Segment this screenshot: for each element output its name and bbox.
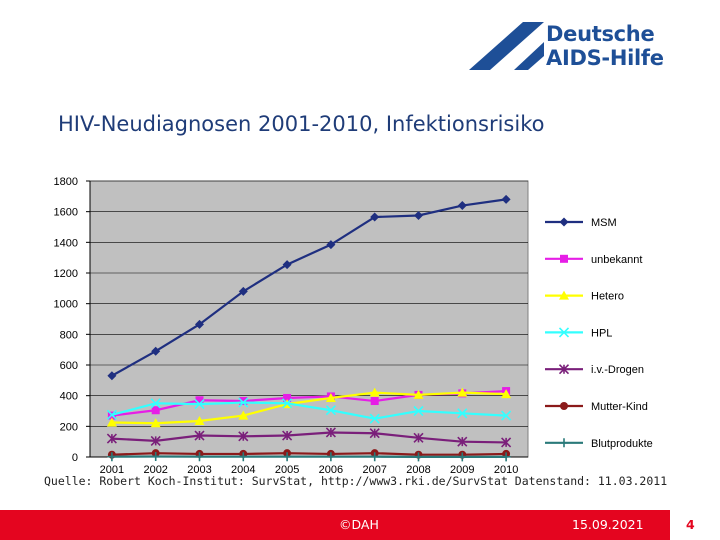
legend-label-blutprodukte: Blutprodukte (591, 437, 653, 450)
footer-bar (0, 510, 670, 540)
legend-label-unbekannt: unbekannt (591, 253, 643, 266)
x-tick-label: 2006 (318, 464, 344, 476)
page-title: HIV-Neudiagnosen 2001-2010, Infektionsrisiko (58, 112, 545, 136)
data-point-unbekannt (371, 397, 379, 405)
y-tick-label: 1200 (53, 268, 78, 280)
line-chart (40, 168, 680, 480)
x-tick-label: 2005 (274, 464, 300, 476)
y-tick-label: 1400 (53, 237, 78, 250)
page-number: 4 (686, 517, 695, 532)
y-tick-label: 800 (59, 329, 78, 342)
data-point-unbekannt (239, 397, 247, 405)
footer-date: 15.09.2021 (572, 517, 644, 532)
legend-label-hpl: HPL (591, 327, 613, 340)
legend-label-hetero: Hetero (591, 290, 625, 303)
footer-copyright: ©DAH (339, 517, 379, 532)
y-tick-label: 400 (59, 390, 78, 403)
legend-marker-msm (560, 218, 569, 227)
y-tick-label: 1000 (53, 298, 78, 311)
x-tick-label: 2002 (143, 464, 168, 476)
logo-mark-icon (466, 22, 544, 70)
data-point-unbekannt (152, 406, 160, 414)
y-tick-label: 1800 (53, 176, 78, 188)
legend-marker-unbekannt (560, 255, 568, 263)
legend-marker-blutprodukte (560, 438, 569, 447)
y-tick-label: 600 (59, 360, 78, 372)
x-tick-label: 2010 (493, 464, 519, 476)
y-tick-label: 0 (71, 452, 78, 464)
plot-area (90, 181, 528, 457)
logo-line-1: Deutsche (546, 22, 655, 46)
source-note: Quelle: Robert Koch-Institut: SurvStat, http://www3.rki.de/SurvStat Datenstand: 11.03.2011 (44, 474, 668, 488)
legend-label-i-v-drogen: i.v.-Drogen (591, 364, 644, 377)
logo (466, 22, 666, 74)
x-tick-label: 2007 (362, 464, 387, 476)
x-tick-label: 2001 (99, 464, 125, 476)
logo-line-2: AIDS-Hilfe (546, 46, 664, 70)
legend-label-mutter-kind: Mutter-Kind (591, 401, 648, 413)
legend-label-msm: MSM (591, 217, 617, 229)
y-tick-label: 1600 (53, 206, 78, 219)
legend-marker-mutter-kind (560, 402, 568, 410)
x-tick-label: 2009 (450, 464, 475, 476)
x-tick-label: 2003 (187, 464, 212, 476)
footer (0, 510, 720, 540)
x-tick-label: 2008 (406, 464, 431, 476)
x-tick-label: 2004 (231, 464, 256, 476)
y-tick-label: 200 (59, 421, 78, 434)
logo-text (546, 22, 664, 70)
